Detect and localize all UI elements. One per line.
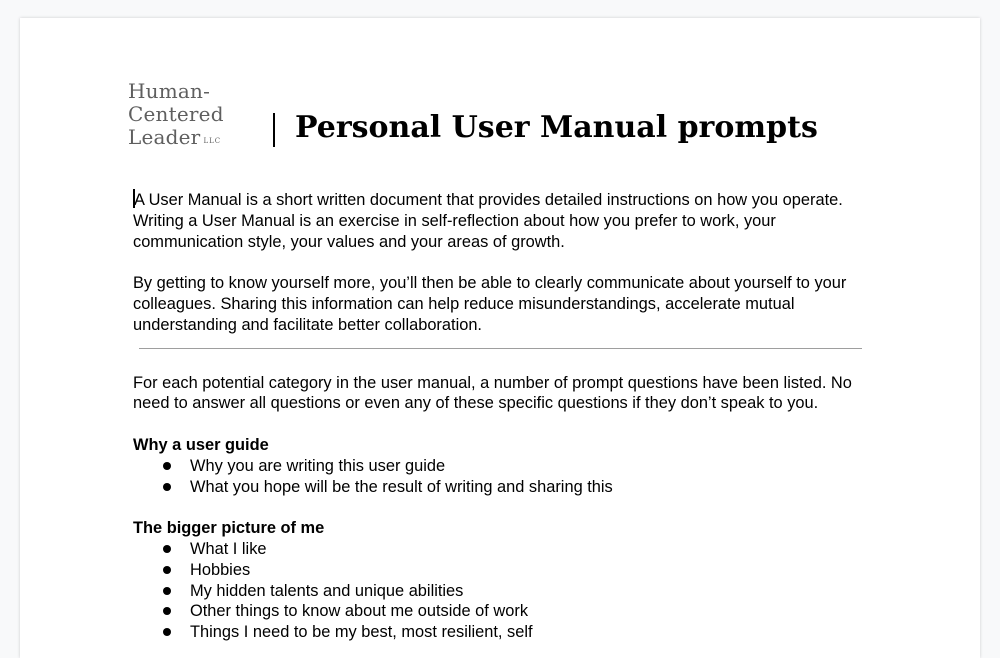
intro-paragraph-2[interactable]: By getting to know yourself more, you’ll then be able to clearly communicate about yourself to your colleagues. Sharing this information can help reduce misunderstandings, accelerate mutual understanding and facilitate better collaboration.: [133, 274, 847, 334]
list-item[interactable]: Things I need to be my best, most resilient, self: [133, 622, 883, 643]
list-item[interactable]: Other things to know about me outside of work: [133, 601, 883, 622]
logo-line-3-text: Leader: [128, 125, 201, 149]
intro-paragraph-1-text: A User Manual is a short written document that provides detailed instructions on how you operate. Writing a User Manual is an exercise in self-reflection about how you prefer to work, your communication style, your values and your areas of growth.: [133, 191, 843, 251]
list-item[interactable]: What you hope will be the result of writing and sharing this: [133, 477, 883, 498]
bullet-icon: [163, 545, 171, 553]
section-heading-why[interactable]: Why a user guide: [133, 435, 269, 454]
company-logo: [128, 80, 224, 153]
section-list-bigger-picture: [133, 539, 883, 643]
bullet-icon: [163, 483, 171, 491]
document-title: Personal User Manual prompts: [295, 110, 818, 145]
list-item[interactable]: Why you are writing this user guide: [133, 456, 883, 477]
section-heading-bigger-picture[interactable]: The bigger picture of me: [133, 519, 325, 538]
bullet-icon: [163, 566, 171, 574]
bullet-icon: [163, 607, 171, 615]
bullet-icon: [163, 587, 171, 595]
logo-suffix: LLC: [203, 137, 222, 145]
document-page: [20, 18, 980, 658]
list-item[interactable]: What I like: [133, 539, 883, 560]
document-body[interactable]: [133, 189, 883, 643]
logo-line-3: [128, 126, 224, 153]
logo-line-1: Human-: [128, 79, 211, 103]
list-item[interactable]: My hidden talents and unique abilities: [133, 581, 883, 602]
bullet-icon: [163, 462, 171, 470]
instructions-paragraph[interactable]: For each potential category in the user manual, a number of prompt questions have been listed. No need to answer all questions or even any of these specific questions if they don’t speak to you.: [133, 373, 852, 413]
list-item[interactable]: Hobbies: [133, 560, 883, 581]
intro-paragraph-1[interactable]: [133, 189, 883, 252]
title-divider: [273, 113, 275, 147]
logo-line-2: Centered: [128, 102, 224, 126]
section-list-why: [133, 456, 883, 498]
